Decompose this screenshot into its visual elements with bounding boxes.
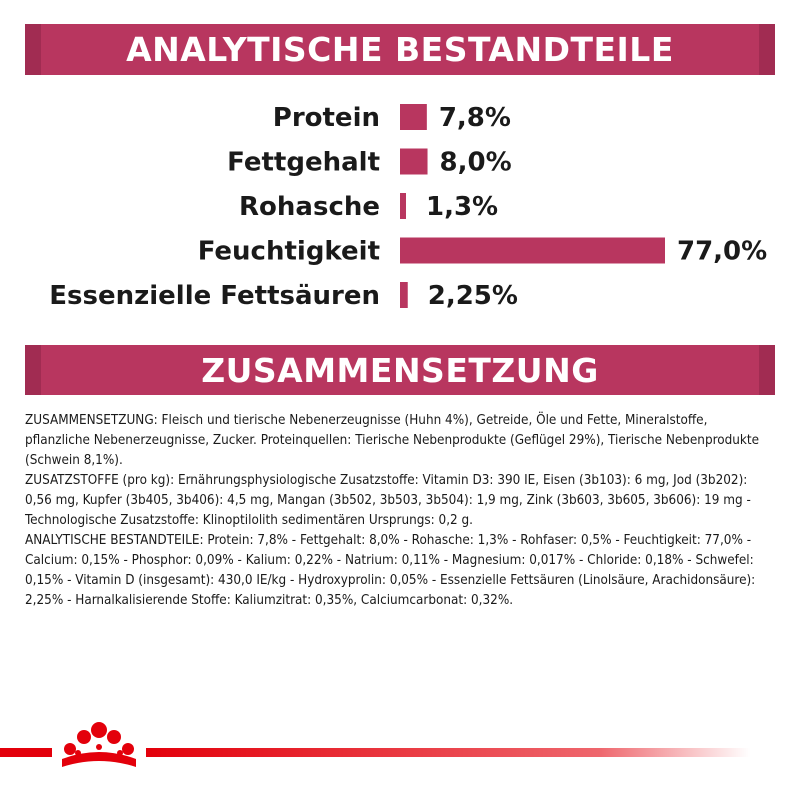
crown-icon	[62, 722, 136, 767]
bar	[400, 238, 665, 264]
category-label: Fettgehalt	[227, 147, 380, 178]
banner-cap-right	[759, 345, 775, 395]
composition-text	[25, 411, 775, 611]
category-label: Protein	[272, 103, 380, 133]
footer-line-right	[146, 748, 750, 757]
analytics-banner	[25, 24, 775, 75]
footer-line-left	[0, 748, 52, 757]
value-label: 8,0%	[439, 147, 512, 178]
value-label: 7,8%	[438, 103, 511, 133]
analytics-bar-chart	[0, 90, 800, 320]
composition-banner	[25, 345, 775, 395]
value-label: 1,3%	[426, 192, 499, 222]
composition-heading: ZUSAMMENSETZUNG	[201, 350, 599, 390]
banner-cap-left	[25, 24, 41, 75]
footer-brand-strip	[0, 715, 800, 800]
additives-paragraph: ZUSATZSTOFFE (pro kg): Ernährungsphysiologische Zusatzstoffe: Vitamin D3: 390 IE, Eisen (3b103): 6 mg, Jod (3b202): 0,56 mg, Kupfer (3b405, 3b406): 4,5 mg, Mangan (3b502, 3b503, 3b504): 1,9 mg, Zink (3b603, 3b605, 3b606): 19 mg - Technologische Zusatzstoffe: Klinoptilolith sedimentären Ursprungs: 0,2 g.	[25, 473, 751, 528]
banner-cap-left	[25, 345, 41, 395]
bar	[400, 104, 427, 130]
category-label: Feuchtigkeit	[197, 236, 380, 267]
value-label: 77,0%	[677, 236, 768, 267]
banner-cap-right	[759, 24, 775, 75]
value-label: 2,25%	[427, 281, 518, 311]
category-label: Essenzielle Fettsäuren	[49, 281, 380, 311]
analytics-paragraph: ANALYTISCHE BESTANDTEILE: Protein: 7,8% - Fettgehalt: 8,0% - Rohasche: 1,3% - Rohfaser: 0,5% - Feuchtigkeit: 77,0% - Calcium: 0,15% - Phosphor: 0,09% - Kalium: 0,22% - Natrium: 0,11% - Magnesium: 0,017% - Chloride: 0,18% - Schwefel: 0,15% - Vitamin D (insgesamt): 430,0 IE/kg - Hydroxyprolin: 0,05% - Essenzielle Fettsäuren (Linolsäure, Arachidonsäure): 2,25% - Harnalkalisierende Stoffe: Kaliumzitrat: 0,35%, Calciumcarbonat: 0,32%.	[25, 533, 756, 608]
bar	[400, 282, 408, 308]
composition-paragraph: ZUSAMMENSETZUNG: Fleisch und tierische Nebenerzeugnisse (Huhn 4%), Getreide, Öle und Fette, Mineralstoffe, pflanzliche Nebenerzeugnisse, Zucker. Proteinquellen: Tierische Nebenprodukte (Geflügel 29%), Tierische Nebenprodukte (Schwein 8,1%).	[25, 413, 760, 468]
analytics-heading: ANALYTISCHE BESTANDTEILE	[126, 30, 674, 69]
bar	[400, 193, 406, 219]
category-label: Rohasche	[239, 192, 380, 222]
bar	[400, 149, 428, 175]
